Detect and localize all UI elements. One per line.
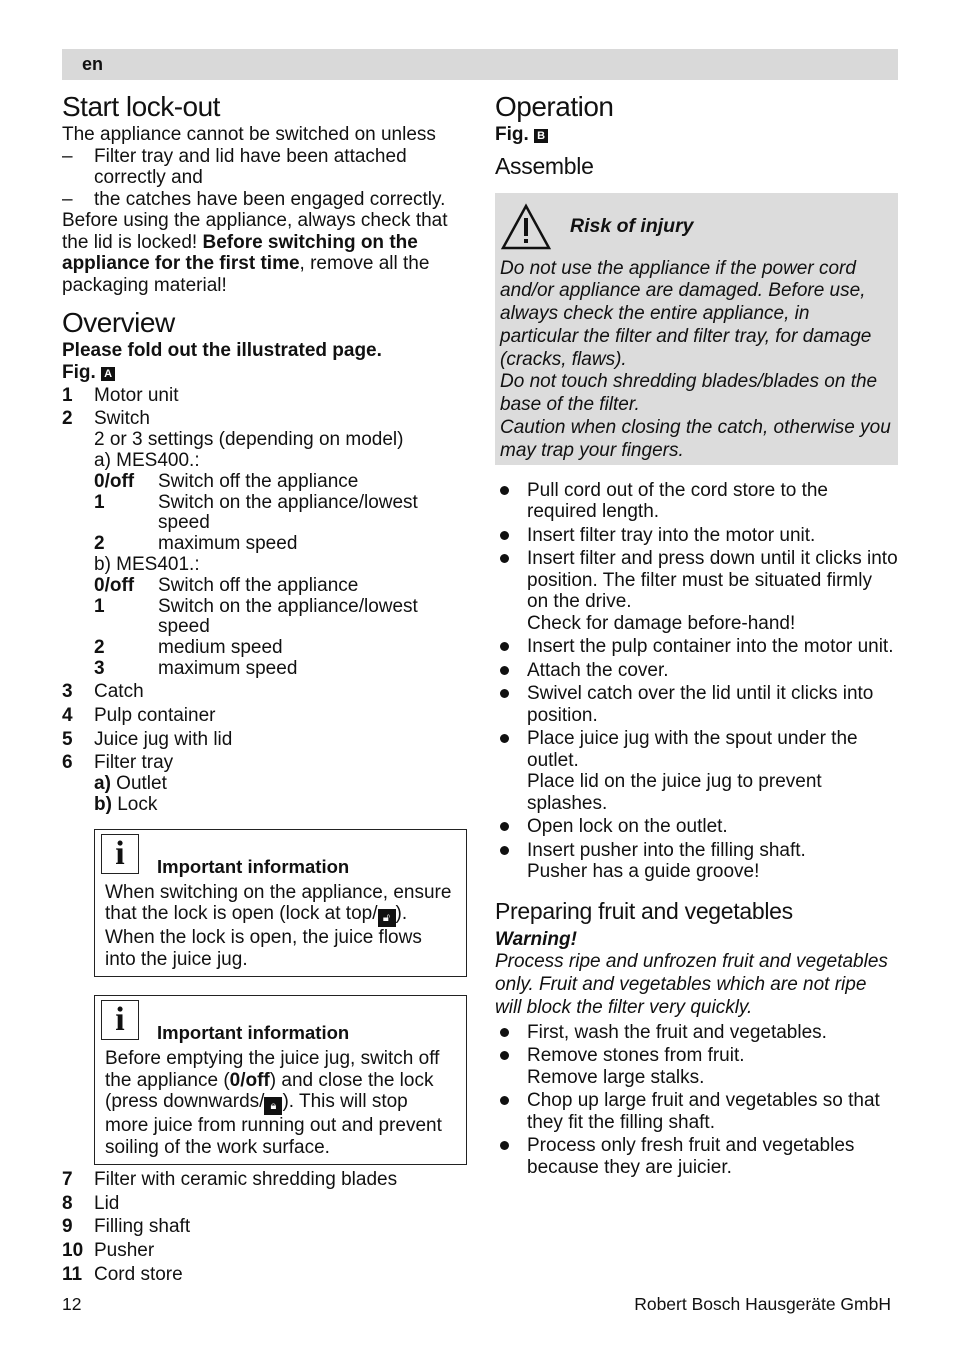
assemble-step: Attach the cover. [495,660,898,682]
lock-closed-icon: 🔒︎ [264,1097,282,1115]
list-item: 8 Lid [62,1192,120,1214]
figure-ref: Fig. A [62,362,467,384]
start-lockout-heading: Start lock-out [62,91,220,122]
prep-step: First, wash the fruit and vegetables. [495,1022,898,1044]
start-paragraph: Before using the appliance, always check that the lid is locked! Before switching on the appliance for the first time, remove all the packaging material! [62,210,448,296]
start-intro: The appliance cannot be switched on unless [62,124,436,145]
info-icon: i [101,834,139,874]
list-item: 11 Cord store [62,1263,183,1285]
important-info-box [94,829,467,978]
list-item: 7 Filter with ceramic shredding blades [62,1169,398,1191]
list-item: 5 Juice jug with lid [62,728,233,750]
fold-note: Please fold out the illustrated page. [62,340,382,361]
left-column [62,90,467,1286]
overview-heading: Overview [62,307,175,338]
setting-row: 3 maximum speed [94,657,298,679]
figure-b-icon: B [534,129,548,143]
assemble-heading: Assemble [495,152,594,179]
risk-text: Do not use the appliance if the power cord and/or appliance are damaged. Before use, always check the entire appliance, in particular the filter and filter tray, for damage (cracks, flaws). [500,257,872,370]
setting-row: 1 Switch on the appliance/lowest speed [94,595,418,638]
info-body: When switching on the appliance, ensure that the lock is open (lock at top/ 🔓︎ ). When the lock is open, the juice flows into the juice jug. [105,881,452,970]
right-column [495,90,898,1178]
list-item: 6 Filter tray [62,752,174,774]
page-number: 12 [62,1294,82,1314]
setting-row: 0/off Switch off the appliance [94,470,359,492]
start-item: – Filter tray and lid have been attached correctly and [62,145,407,188]
info-title: Important information [157,855,350,877]
model-b-label: b) MES401.: [94,553,200,575]
list-item: 4 Pulp container [62,704,216,726]
tray-lock: b) Lock [94,793,158,815]
important-info-box [94,995,467,1165]
tray-outlet: a) Outlet [94,773,167,795]
publisher: Robert Bosch Hausgeräte GmbH [634,1294,891,1314]
setting-row: 2 maximum speed [94,533,298,555]
risk-warning-box [495,193,898,465]
info-body: Before emptying the juice jug, switch off the appliance (0/off) and close the lock (press downwards/ 🔒︎ ). This will stop more juice from running out and prevent soiling of the work surface. [105,1048,442,1158]
setting-row: 0/off Switch off the appliance [94,574,359,596]
settings-line: 2 or 3 settings (depending on model) [94,429,404,451]
assemble-step: Place juice jug with the spout under the outlet. Place lid on the juice jug to prevent splashes. [495,728,898,814]
assemble-step: Open lock on the outlet. [495,816,898,838]
language-bar [62,49,898,80]
prep-step: Chop up large fruit and vegetables so that they fit the filling shaft. [495,1090,898,1133]
info-title: Important information [157,1022,350,1044]
list-item: 2 Switch [62,408,150,430]
model-a-label: a) MES400.: [94,449,200,471]
assemble-step: Swivel catch over the lid until it clicks into position. [495,683,898,726]
assemble-step: Insert the pulp container into the motor unit. [495,636,898,658]
figure-ref: Fig. B [495,124,898,146]
list-item: 3 Catch [62,681,144,703]
warning-text: Process ripe and unfrozen fruit and vegetables only. Fruit and vegetables which are not ripe will block the filter very quickly. [495,951,888,1019]
info-icon: i [101,1000,139,1040]
list-item: 9 Filling shaft [62,1216,191,1238]
setting-row: 1 Switch on the appliance/lowest speed [94,491,418,534]
risk-text: Do not touch shredding blades/blades on the base of the filter. [500,371,878,416]
warning-title: Warning! [495,928,577,950]
setting-row: 2 medium speed [94,637,283,659]
risk-text: Caution when closing the catch, otherwise you may trap your fingers. [500,417,891,461]
preparing-heading: Preparing fruit and vegetables [495,897,793,924]
assemble-step: Pull cord out of the cord store to the required length. [495,480,898,523]
assemble-step: Insert filter tray into the motor unit. [495,525,898,547]
warning-triangle-icon [500,203,552,251]
operation-heading: Operation [495,91,614,122]
language-code: en [82,54,104,74]
start-item: – the catches have been engaged correctly. [62,188,446,210]
prep-step: Remove stones from fruit. Remove large stalks. [495,1045,898,1088]
lock-open-icon: 🔓︎ [378,909,396,927]
assemble-step: Insert filter and press down until it clicks into position. The filter must be situated firmly on the drive. Check for damage before-hand! [495,548,898,634]
list-item: 1 Motor unit [62,384,179,406]
assemble-step: Insert pusher into the filling shaft. Pusher has a guide groove! [495,840,898,883]
figure-a-icon: A [101,367,115,381]
risk-title: Risk of injury [570,215,694,237]
prep-step: Process only fresh fruit and vegetables because they are juicier. [495,1135,898,1178]
list-item: 10 Pusher [62,1240,155,1261]
